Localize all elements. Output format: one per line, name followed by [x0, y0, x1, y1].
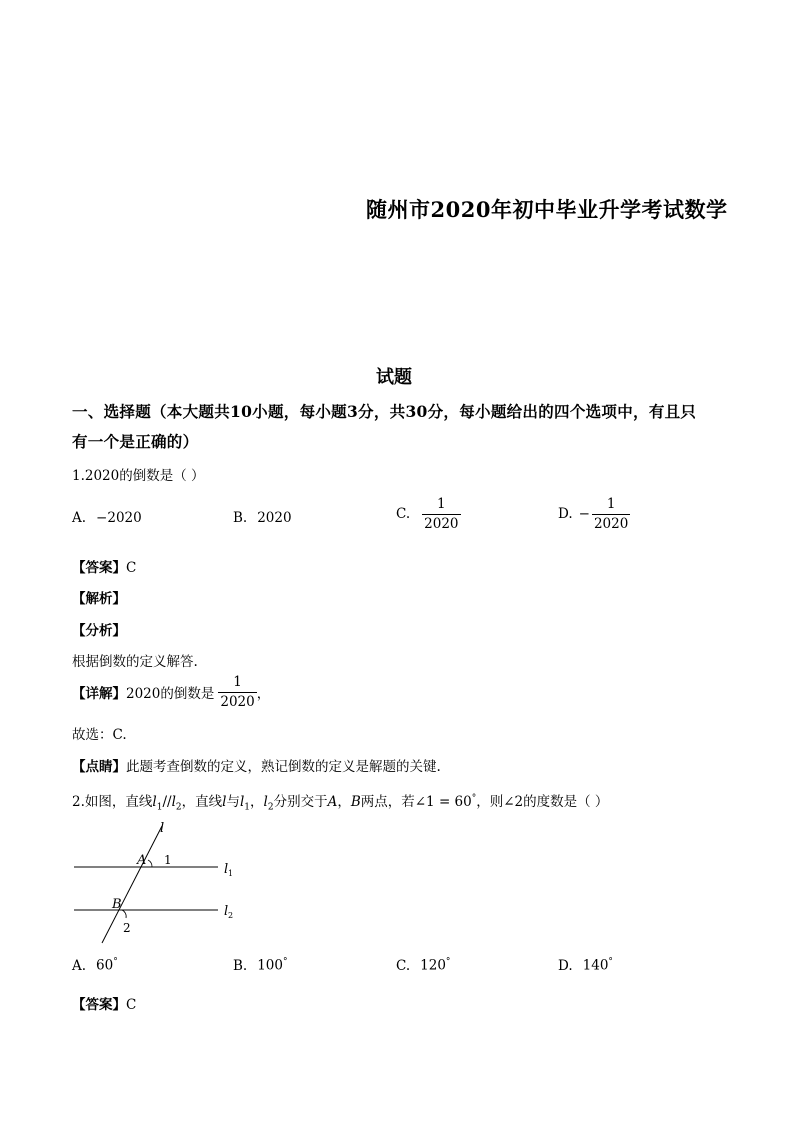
q2-figure-label-l1: l: [224, 862, 229, 877]
q2-figure-label-1: 1: [164, 853, 172, 867]
q1-option-d: [558, 497, 630, 532]
q2-option-d: [558, 957, 613, 974]
q2-l2-sub: 2: [175, 802, 182, 813]
q1-detail-tag: 【详解】: [72, 686, 126, 703]
q2-option-c-label: C.: [396, 957, 411, 974]
q2-option-c-degree: °: [445, 957, 451, 967]
q1-option-c-label: C.: [396, 506, 411, 523]
q2-comma: ，: [337, 794, 351, 810]
q1-answer-tag: 【答案】: [72, 560, 126, 576]
q2-figure-label-l: l: [160, 821, 165, 836]
q2-angle1: ∠1 = 60: [414, 794, 472, 810]
q1-option-c-numerator: 1: [437, 496, 446, 512]
q1-answer-value: C: [126, 560, 137, 576]
q1-option-b: [233, 510, 292, 526]
q2-l1-again: l: [239, 794, 245, 810]
q2-option-c-value: 120: [420, 957, 446, 974]
q2-option-d-label: D.: [558, 957, 573, 974]
q2-option-d-degree: °: [608, 957, 613, 967]
q1-option-a-value: −2020: [96, 510, 142, 526]
q2-l1-again-sub: 1: [244, 802, 251, 813]
q2-figure-label-l2: l: [224, 904, 229, 919]
section-heading-line1: 一、选择题（本大题共10小题，每小题3分，共30分，每小题给出的四个选项中，有且只: [72, 402, 697, 421]
q2-answer-value: C: [126, 997, 137, 1013]
q2-option-d-value: 140: [582, 957, 609, 974]
q2-option-a-degree: °: [113, 957, 118, 967]
q1-option-b-value: 2020: [257, 510, 292, 526]
exam-subtitle: 试题: [376, 367, 412, 388]
q2-l2: l: [171, 794, 176, 810]
q2-l1: l: [152, 794, 157, 810]
q2-mid5: 两点，若: [360, 794, 415, 810]
q2-stem: [72, 790, 608, 813]
q2-option-b-degree: °: [283, 957, 288, 967]
q2-stem-end: 的度数是（ ）: [523, 794, 609, 810]
q2-figure-label-a: A: [137, 853, 147, 868]
q1-option-c-denominator: 2020: [424, 515, 459, 532]
q2-option-b-value: 100: [257, 957, 283, 974]
q1-detail-end: ，: [256, 686, 271, 703]
q2-angle2: ∠2: [503, 794, 524, 810]
q2-line-l: [102, 826, 162, 943]
q2-l2-again-sub: 2: [267, 802, 274, 813]
q1-point: [72, 755, 441, 775]
q1-detail: [72, 675, 270, 710]
q2-parallel: //: [162, 794, 172, 810]
q1-point-text: 此题考查倒数的定义，熟记倒数的定义是解题的关键.: [126, 759, 441, 775]
q1-option-d-sign: −: [578, 506, 590, 523]
q2-angle2-arc: [122, 910, 126, 918]
q1-choose-text: 故选：C.: [72, 727, 127, 743]
q1-option-d-denominator: 2020: [593, 515, 629, 532]
q1-option-b-label: B.: [233, 510, 248, 526]
q2-point-b: B: [350, 794, 361, 810]
q2-mid1: ，直线: [181, 794, 223, 810]
q2-answer-tag: 【答案】: [72, 997, 126, 1013]
q1-option-a: [72, 510, 142, 526]
q2-figure-label-l1-sub: 1: [228, 869, 234, 878]
q1-stem: 1.2020的倒数是（ ）: [72, 468, 205, 484]
q1-detail-text: 2020的倒数是: [126, 686, 215, 703]
q1-analysis-tag: 【解析】: [72, 591, 126, 607]
q2-option-a-value: 60: [96, 957, 114, 974]
q2-figure-label-l2-sub: 2: [228, 911, 234, 920]
q1-option-a-label: A.: [72, 510, 87, 526]
q2-stem-prefix: 2.如图，直线: [72, 794, 153, 810]
q1-detail-numerator: 1: [233, 674, 242, 690]
q2-l2-again: l: [263, 794, 268, 810]
q1-detail-denominator: 2020: [220, 693, 255, 710]
q2-figure-label-b: B: [112, 897, 122, 912]
exam-title: 随州市2020年初中毕业升学考试数学: [366, 197, 728, 222]
q1-option-c: [396, 497, 461, 532]
q2-option-b-label: B.: [233, 957, 248, 974]
q1-option-c-fraction: [422, 497, 460, 532]
q2-answer: [72, 993, 136, 1013]
q2-mid3: ，: [250, 794, 264, 810]
q2-option-a-label: A.: [72, 957, 87, 974]
q2-angle1-arc: [148, 860, 152, 867]
q2-option-b: [233, 957, 288, 974]
q2-l: l: [222, 794, 227, 810]
section-heading-line2: 有一个是正确的）: [72, 432, 199, 451]
q2-figure-label-2: 2: [123, 921, 131, 935]
q2-option-a: [72, 957, 118, 974]
q1-option-d-label: D.: [558, 506, 573, 523]
q1-point-tag: 【点睛】: [72, 759, 126, 775]
q1-fenxi-text: 根据倒数的定义解答.: [72, 654, 198, 670]
q1-option-d-numerator: 1: [606, 496, 616, 512]
q2-mid2: 与: [226, 794, 240, 810]
q1-detail-fraction: [218, 675, 256, 710]
q2-angle1-degree: °: [471, 793, 477, 804]
q1-option-d-fraction: [592, 497, 630, 532]
q1-fenxi-tag: 【分析】: [72, 623, 126, 639]
q2-figure: [60, 818, 250, 948]
q1-answer: [72, 556, 136, 576]
q2-l1-sub: 1: [156, 802, 163, 813]
q2-mid4: 分别交于: [273, 794, 328, 810]
q2-option-c: [396, 957, 450, 974]
q2-point-a: A: [327, 794, 338, 810]
q2-mid6: ，则: [476, 794, 504, 810]
